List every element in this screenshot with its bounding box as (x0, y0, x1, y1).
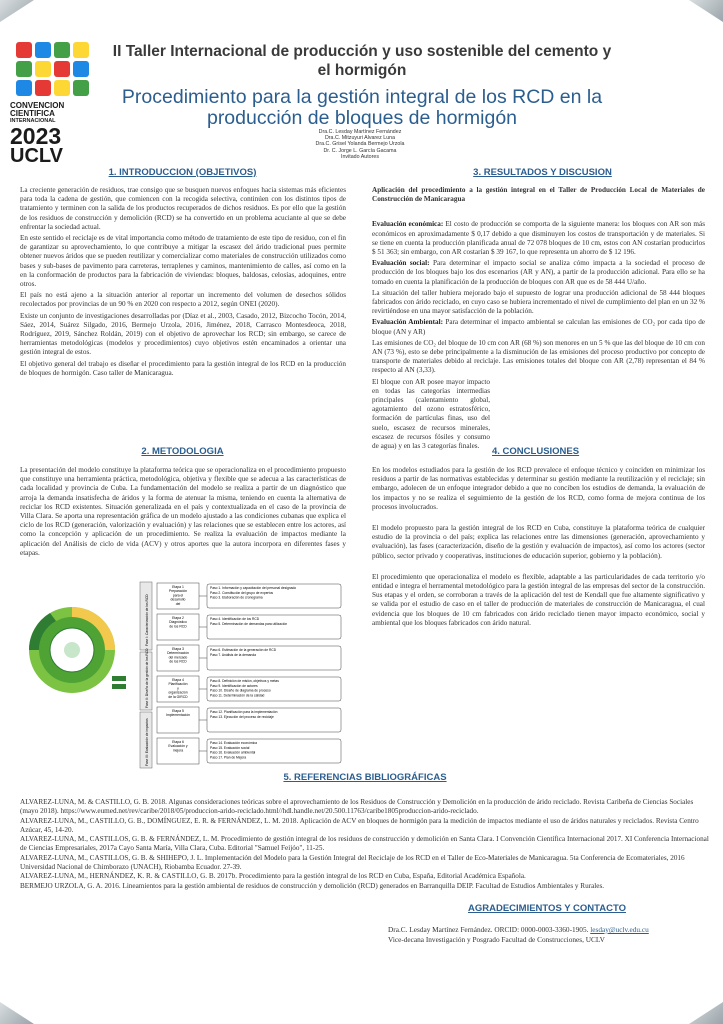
intro-heading: 1. INTRODUCCION (OBJETIVOS) (108, 167, 257, 178)
step-label: Paso 10. Diseño de diagrama de proceso (210, 688, 271, 693)
logo-cubes (16, 42, 102, 96)
text: Para determinar el impacto social se analiza cómo impacta a la sociedad el proceso de producción de los bloques bajo los dos escenarios (AR y AN), a partir de la producción adicional. Para ello se ha tomado en cuenta la planificación de la producción de bloques con AR que es de 58 444 U/año. (372, 259, 705, 286)
author: Dra.C. Mitzuyuri Alvarez Luna (324, 135, 396, 142)
paragraph (372, 220, 705, 257)
reference-item: ALVAREZ-LUNA, M., CASTILLOS, G. B. & FERNÁNDEZ, L. M. Procedimiento de gestión integral de los residuos de construcción y demolición en Santa Clara. I Convención Científica Internacional 2017. XI Conferencia Internacional de Ciencias Empresariales, 2017a Cayo Santa María, Villa Clara, Cuba. Editorial "Samuel Feijóo", 11-25. (20, 835, 709, 853)
reference-list (20, 798, 710, 891)
text: Para determinar el impacto ambiental se calculan las emisiones de CO₂ por cada tipo de bloque (AN y AR) (372, 318, 705, 336)
step-label: Paso 6. Estimación de la generación de RCD (210, 648, 277, 652)
paragraph: En los modelos estudiados para la gestión de los RCD prevalece el enfoque técnico y coinciden en minimizar los residuos a partir de las normativas establecidas y determinar su gestión mediante la reutilización y el reciclaje; sin embargo, adolecen de un enfoque integrador debido a que no conciben los estudios de demanda, la evaluación de los impactos y no se realiza el seguimiento de la gestión de los RCD, como forma de mejora continua de los procesos involucrados. (372, 466, 705, 511)
step-label: Paso 8. Definición de misión, objetivos y metas (210, 679, 279, 683)
paragraph: En este sentido el reciclaje es de vital importancia como método de tratamiento de este tipo de residuo, con el fin de garantizar su aprovechamiento, lo que contribuye a mitigar la escasez del árido tradicional pues permite obtener nuevos áridos que se pueden reutilizar y comercializar como materiales de construcción utilizados como bases y sub-bases de pavimento para carreteras, terraplenes y caminos, mantenimiento de calles, así como en la en la conformación de productos para la fabricación de viviendas: bloques, baldosas, celosías, adoquines, entre otros. (20, 234, 346, 289)
text: El costo de producción se comporta de la siguiente manera: los bloques con AR son más económicos en aproximadamente $ 0,17 debido a que disminuyen los costos de transportación y de materiales. Si se tiene en cuenta la producción planificada anual de 72 078 bloques de 10 cm, estos con AN costarían producirlos $ 51 363; sin embargo, con AR costarían $ 39 167, lo que representa un ahorro de $ 12 196. (372, 220, 705, 257)
stage-label: Implementación (166, 713, 190, 718)
reference-item: BERMEJO URZOLA, G. A. 2016. Lineamientos para la gestión ambiental de residuos de construcción y demolición (RCD) generados en Barranquilla DEIP. Facultad de Estudios Ambientales y Rurales. (20, 881, 605, 890)
contact-block (388, 925, 708, 945)
corner-decoration (689, 1002, 723, 1024)
method-heading: 2. METODOLOGIA (141, 446, 224, 457)
intro-body (20, 186, 346, 380)
corner-decoration (0, 0, 34, 22)
paragraph: El bloque con AR posee mayor impacto en todas las categorías intermedias principales (calentamiento global, agotamiento del ozono estratosférico, formación de partículas finas, uso del suelo, escasez de recursos minerales, escasez de recursos fósiles y consumo de agua) y en las 3 categorías finales. (372, 377, 490, 451)
model-circle (29, 607, 126, 693)
conclusions-body (372, 466, 705, 630)
author: Dra.C. Lesday Martínez Fernández (318, 129, 402, 135)
paragraph: La presentación del modelo constituye la plataforma teórica que se operacionaliza en el procedimiento propuesto que constituye una herramienta práctica, metodológica, objetiva y flexible que se adecua a las características de cada localidad y provincia de Cuba. La fundamentación del modelo se realiza a partir de un diagnóstico que arroja la demanda insatisfecha de áridos y la forma de atenuar la misma, teniendo en cuenta la alternativa de reciclar los RCD existentes. Situación generalizada en el país y contextualizada en el caso de la provincia de Villa Clara. Se aporta una representación gráfica de un modelo ajustado a las condiciones cubanas que explica el ciclo de los RCD (generación, valorización y evaluación) y las relaciones que se establecen entre los actores, así como la concepción y aplicación de un procedimiento. Se realiza la evaluación de impactos mediante la aplicación del Análisis de ciclo de vida (ACV) y otros aportes que la autora incorpora en diferentes fases y etapas. (20, 466, 346, 557)
label-social: Evaluación social: (372, 259, 430, 268)
phase-label: Fase I: Caracterización de los RCD (145, 594, 149, 646)
step-label: Paso 14. Evaluación económica (210, 741, 257, 745)
paragraph: Existe un conjunto de investigaciones desarrolladas por (Díaz et al., 2003, Casado, 2012, Bizcocho Tocón, 2014, Sáez, 2014, Suárez Silgado, 2016, Bermejo Urzola, 2016, Jiménez, 2018, Carrasco Montesdeoca, 2018, Rodríguez, 2019, Sánchez Roldán, 2019) con el objetivo de aprovechar los RCD; sin embargo, se carece de herramientas metodológicas (modelos y procedimientos) cuyo objetivos estén encaminados a orientar una gestión integral de estos. (20, 311, 346, 357)
stage-label: Etapa 2 (172, 616, 184, 620)
procedure-diagram (20, 580, 345, 770)
stage-label: mejora (172, 748, 184, 753)
paragraph: El objetivo general del trabajo es diseñar el procedimiento para la gestión integral de los RCD en la producción de bloques de hormigón. Caso taller de Manicaragua. (20, 359, 346, 377)
step-label: Paso 4. Identificación de los RCD (210, 617, 260, 621)
label-environmental: Evaluación Ambiental: (372, 318, 444, 327)
method-body (20, 466, 346, 560)
label-economic: Evaluación económica: (372, 220, 444, 229)
event-title: II Taller Internacional de producción y uso sostenible del cemento y el hormigón (112, 43, 612, 79)
paragraph: Las emisiones de CO₂ del bloque de 10 cm con AR (68 %) son menores en un 5 % que las del bloque de 10 cm con AN (73 %), esto se debe principalmente a la disminución de las emisiones del proceso productivo por concepto de transporte de materiales debido al reciclaje. Las emisiones totales del bloque con AR (2,78) representan el 84 % respecto al AN (3,33). (372, 338, 705, 375)
stage-label: Diagnóstico (169, 620, 187, 625)
step-label: Paso 12. Planificación para la implementación (210, 710, 278, 714)
stage-label: Determinación (167, 651, 189, 656)
paragraph: La situación del taller hubiera mejorado bajo el supuesto de lograr una producción adicional de 58 444 bloques fabricados con árido reciclado, en cuyo caso se hubiera incrementado el nivel de cumplimiento del plan en un 32 % revirtiéndose en una mayor satisfacción de la población. (372, 288, 705, 316)
stage-label: y (177, 686, 179, 691)
reference-item: ALVAREZ-LUNA, M., CASTILLO, G. B., DOMÍNGUEZ, E. R. & FERNÁNDEZ, L. M. 2018. Aplicación de ACV en bloques de hormigón para la medición de impactos mediante el uso de áridos naturales y reciclados. Revista Centro Azúcar, 45, 14-20. (20, 816, 699, 834)
logo-line1: CONVENCION (10, 101, 65, 110)
ack-heading: AGRADECIMIENTOS Y CONTACTO (468, 903, 626, 914)
phase-label: Fase II: Diseño de la gestión de los RCD (145, 648, 149, 708)
author: Invitado Autores (341, 153, 379, 160)
logo-year: 2023 (10, 123, 62, 149)
convention-logo (10, 42, 102, 166)
refs-heading: 5. REFERENCIAS BIBLIOGRÁFICAS (283, 772, 447, 783)
stage-label: Etapa 1 (172, 585, 184, 589)
email-link[interactable]: lesday@uclv.edu.cu (590, 925, 649, 934)
reference-item: ALVAREZ-LUNA, M., CASTILLOS, G. B. & SHIHEPO, J. L. Implementación del Modelo para la Gestión Integral del Reciclaje de los RCD en el Taller de Eco-Materiales de Manicaragua. 5ta Conferencia de Ecomateriales, 2016 Universidad Nacional de Chimborazo (UNACH), Riobamba Ecuador. 27-39. (20, 853, 685, 872)
stage-label: de los RCD (169, 624, 187, 629)
step-label: Paso 9. Identificación de actores (210, 683, 258, 688)
stage-label: del (175, 601, 181, 606)
stage-label: Preparación (168, 589, 188, 594)
author: Dr. C. Jorge L. García Gacama (323, 147, 397, 154)
results-heading: 3. RESULTADOS Y DISCUSION (473, 167, 612, 178)
stage-label: del mercado (168, 655, 188, 660)
corner-decoration (0, 1002, 34, 1024)
contact-name: Dra.C. Lesday Martínez Fernández. ORCID: 0000-0003-3360-1905. (388, 925, 591, 934)
step-label: Paso 7. Análisis de la demanda (210, 652, 257, 657)
paragraph: El país no está ajeno a la situación anterior al reportar un incremento del volumen de desechos sólidos recolectados por provincias de un 90 % en 2020 con respecto a 2012, según ONEI (2020). (20, 291, 346, 309)
step-label: Paso 11. Determinación de la calidad (210, 693, 265, 698)
corner-decoration (689, 0, 723, 22)
paragraph: El modelo propuesto para la gestión integral de los RCD en Cuba, constituye la plataforma teórica de cualquier estudio de la provincia o del país; explica las relaciones entre las dimensiones (generación, aprovechamiento y evaluación), las fases (caracterización, diseño de la gestión y evaluación de impactos), así como los actores (sector público, sector privado y cooperativas, instituciones de educación superior, gobierno y la población). (372, 524, 705, 560)
stage-label: de la GIRCD (168, 694, 188, 699)
step-label: Paso 1. Información y capacitación del personal designado (210, 586, 297, 590)
step-label: Paso 15. Evaluación social (210, 745, 250, 750)
logo-org: UCLV (10, 145, 63, 167)
step-label: Paso 2. Constitución del grupo de expertos (210, 590, 274, 595)
stage-boxes (157, 583, 341, 764)
paper-title: Procedimiento para la gestión integral de los RCD en la producción de bloques de hormigón (121, 86, 603, 129)
step-label: Paso 5. Determinación de demandas para utilización (210, 621, 288, 626)
logo-line3: INTERNACIONAL (10, 118, 56, 124)
results-subtitle: Aplicación del procedimiento a la gestión integral en el Taller de Producción Local de Materiales de Construcción de Manicaragua (372, 186, 705, 204)
stage-label: organización (168, 690, 188, 695)
step-label: Paso 13. Ejecución del proceso de reciclaje (210, 714, 274, 719)
conclusions-heading: 4. CONCLUSIONES (492, 446, 580, 457)
stage-label: Etapa 5 (172, 709, 184, 713)
procedure-figure (20, 580, 345, 770)
phase-column (140, 582, 152, 768)
paragraph (372, 318, 705, 336)
stage-label: Planificación (168, 682, 188, 687)
stage-label: Etapa 4 (172, 678, 184, 682)
author-list (260, 129, 460, 160)
results-body (372, 186, 705, 453)
paragraph (372, 259, 705, 287)
paragraph: La creciente generación de residuos, trae consigo que se busquen nuevos enfoques hacia sistemas más eficientes para toda la cadena de gestión, que comiencen con la recogida selectiva, continúen con los distintos tipos de tratamiento y terminen con la salida de los productos recuperados de dichos residuos. Es por ello que la gestión de los residuos de construcción y demolición (RCD) se ha convertido en un problema acuciante al que se debe enfrentar la sociedad actual. (20, 186, 346, 231)
stage-label: para el (172, 593, 184, 598)
reference-item: ALVAREZ-LUNA, M., HERNÁNDEZ, K. R. & CASTILLO, G. B. 2017b. Procedimiento para la gestión integral de los RCD en Cuba, España, Editorial Académica Española. (20, 872, 526, 881)
contact-line (388, 925, 708, 935)
reference-item: ALVAREZ-LUNA, M. & CASTILLO, G. B. 2018. Algunas consideraciones teóricas sobre el aprovechamiento de los Residuos de Construcción y Demolición en la producción de árido reciclado. Revista Caribeña de Ciencias Sociales (mayo 2018). https://www.eumed.net/rev/caribe/2018/05/produccion-arido-reciclado.html//hdl.handle.net/20.500.11763/caribe1805produccion-arido-reciclado. (20, 798, 694, 816)
stage-label: Etapa 6 (172, 740, 184, 744)
logo-line2: CIENTIFICA (10, 109, 55, 118)
paragraph: El procedimiento que operacionaliza el modelo es flexible, adaptable a las particularidades de cada territorio y/o entidad e integra el herramental metodológico para la gestión integral de las empresas del sector de la construcción. Sus etapas y el orden, se corroboran a través de la aplicación del test de Kendall que fue altamente significativo y se valida por el estudio de caso en el taller de producción de materiales de construcción de Manicaragua, el cual evidencia que los bloques de 10 cm fabricados con árido reciclado tienen mayor impacto económico, social y ambiental que los bloques fabricados con árido natural. (372, 572, 705, 627)
stage-label: desarrollo (170, 597, 186, 602)
phase-label: Fase III: Evaluación de impactos (145, 718, 149, 766)
stage-label: Evaluación y (168, 744, 188, 749)
step-label: Paso 3. Elaboración de cronograma (210, 595, 263, 600)
author: Dra.C. Grisel Yolanda Bermejo Urzola (315, 141, 405, 148)
stage-label: de los RCD (169, 659, 187, 664)
stage-label: Etapa 3 (172, 647, 184, 651)
step-label: Paso 16. Evaluación ambiental (210, 750, 256, 755)
step-label: Paso 17. Plan de Mejora (210, 755, 247, 760)
contact-affiliation: Vice-decana Investigación y Posgrado Facultad de Construcciones, UCLV (388, 935, 605, 944)
